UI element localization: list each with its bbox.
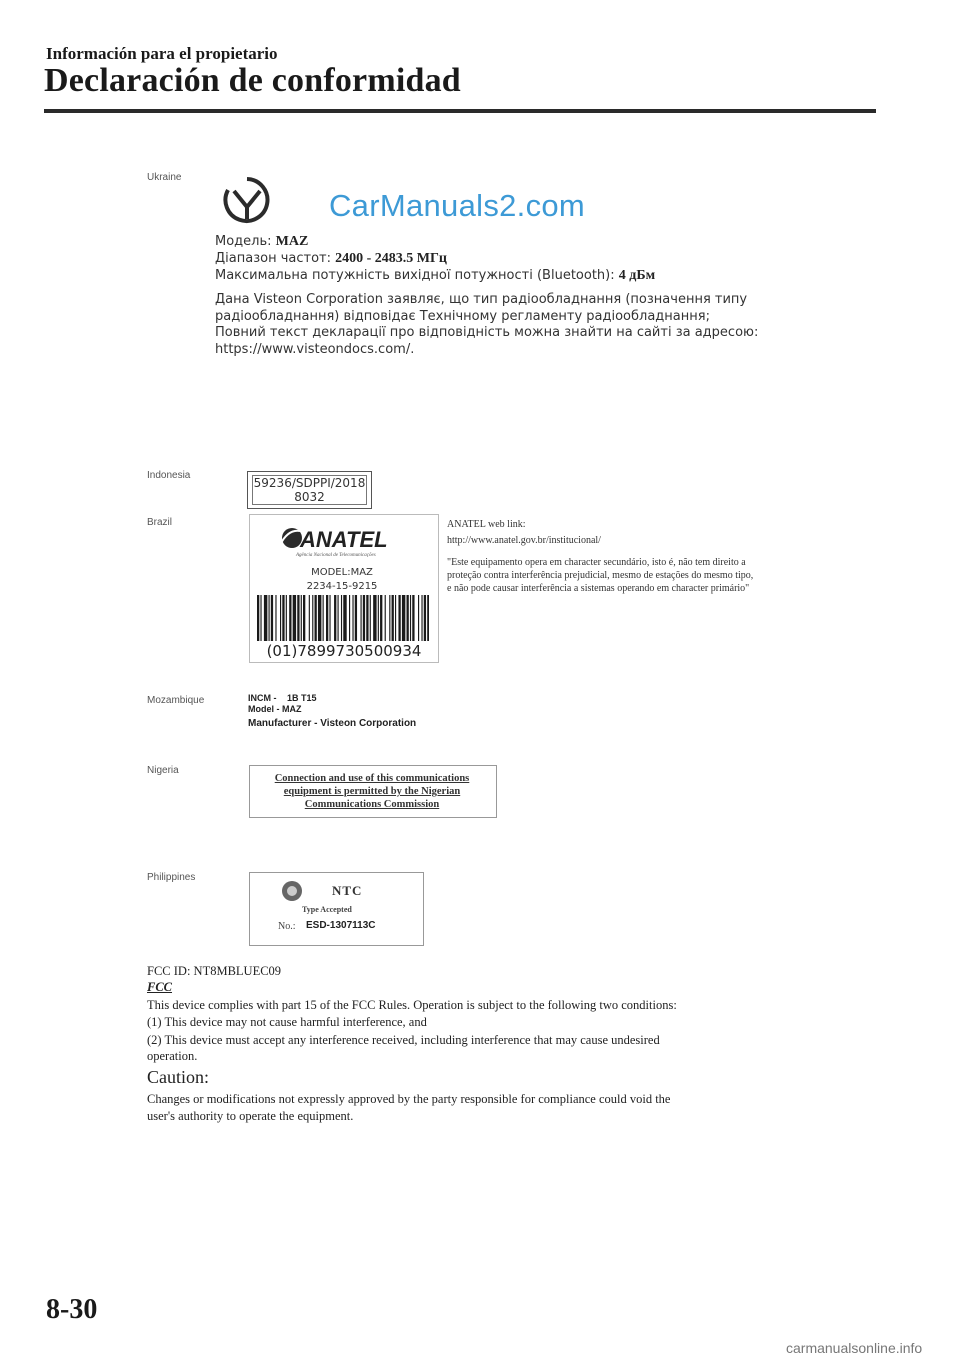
ntc-number-label: No.: [278,921,296,932]
ukraine-power-value: 4 дБм [618,268,656,283]
section-label: Información para el propietario [46,44,278,63]
country-label-ukraine: Ukraine [147,172,182,183]
ukraine-power-line [215,268,655,284]
ukraine-model-line [215,234,308,250]
anatel-logo-text: ANATEL [300,527,388,552]
indonesia-certificate [252,475,367,505]
footer-watermark-url: carmanualsonline.info [786,1340,923,1356]
page-number: 8-30 [46,1294,98,1325]
nigeria-line-2: equipment is permitted by the Nigerian [283,786,461,797]
mozambique-incm-line [248,693,317,703]
watermark: CarManuals2.com [329,188,586,223]
fcc-line-3: (2) This device must accept any interference received, including interference that may cause undesired [147,1033,660,1047]
anatel-logo-subtitle: Agência Nacional de Telecomunicações [296,553,376,558]
fcc-line-1: This device complies with part 15 of the FCC Rules. Operation is subject to the following two conditions: [147,998,677,1012]
indonesia-cert-code: 8032 [294,490,325,504]
fcc-line-2: (1) This device may not cause harmful interference, and [147,1015,427,1029]
ukraine-declaration-line-3: Повний текст декларації про відповідність можна знайти на сайті за адресою: [215,325,759,340]
anatel-web-url: http://www.anatel.gov.br/institucional/ [447,535,601,546]
ukraine-frequency-line [215,251,447,267]
anatel-web-label: ANATEL web link: [447,519,526,530]
anatel-code: 2234-15-9215 [306,581,378,592]
nigeria-line-1: Connection and use of this communications [274,773,470,784]
anatel-barcode [257,595,429,641]
anatel-info-text [447,518,777,595]
page-title: Declaración de conformidad [44,62,461,99]
caution-title: Caution: [147,1067,209,1087]
ntc-number-value: ESD-1307113C [306,920,376,931]
nigeria-permission-text [252,772,492,811]
ukraine-frequency-label: Діапазон частот: [215,251,331,266]
ukraine-power-label: Максимальна потужність вихідної потужності (Bluetooth): [215,268,615,283]
mozambique-incm-label: INCM - [248,693,277,703]
anatel-model: MODEL:MAZ [311,567,373,578]
anatel-barcode-number: (01)7899730500934 [266,642,422,660]
indonesia-cert-number: 59236/SDPPI/2018 [253,476,366,490]
fcc-line-4: operation. [147,1049,198,1063]
anatel-logo-icon [278,525,302,551]
anatel-quote-line-1: "Este equipamento opera em character secundário, isto é, não tem direito a [447,557,746,568]
mozambique-incm-value: 1B T15 [287,693,317,703]
ntc-seal-icon [281,880,303,902]
ukraine-frequency-value: 2400 - 2483.5 МГц [335,251,447,266]
ukraine-declaration-line-1: Дана Visteon Corporation заявляє, що тип радіообладнання (позначення типу [215,292,748,307]
anatel-quote-line-2: proteção contra interferência prejudicial, mesmo de estações do mesmo tipo, [447,570,754,581]
country-label-philippines: Philippines [147,872,196,883]
mozambique-model-line: Model - MAZ [248,704,302,714]
ntc-type-accepted: Type Accepted [302,905,352,914]
caution-line-1: Changes or modifications not expressly approved by the party responsible for compliance could void the [147,1092,671,1106]
anatel-model-info [252,566,432,594]
fcc-logo-text: FCC [147,980,173,994]
ukraine-model-label: Модель: [215,234,272,249]
header-divider [44,109,876,113]
caution-line-2: user's authority to operate the equipment. [147,1109,354,1123]
ukraine-declaration-url: https://www.visteondocs.com/. [215,342,415,357]
country-label-indonesia: Indonesia [147,470,191,481]
ukraine-model-value: MAZ [275,234,309,249]
country-label-mozambique: Mozambique [147,695,205,706]
mozambique-manufacturer-line: Manufacturer - Visteon Corporation [248,718,417,729]
ntc-title: NTC [332,883,363,898]
country-label-nigeria: Nigeria [147,765,179,776]
ukraine-declaration-line-2: радіообладнання) відповідає Технічному регламенту радіообладнання; [215,309,710,324]
country-label-brazil: Brazil [147,517,173,528]
anatel-quote-line-3: e não pode causar interferência a sistemas operando em character primário" [447,583,750,594]
ukraine-conformity-mark-icon [222,175,272,227]
fcc-id: FCC ID: NT8MBLUEC09 [147,964,282,978]
nigeria-line-3: Communications Commission [304,799,440,810]
